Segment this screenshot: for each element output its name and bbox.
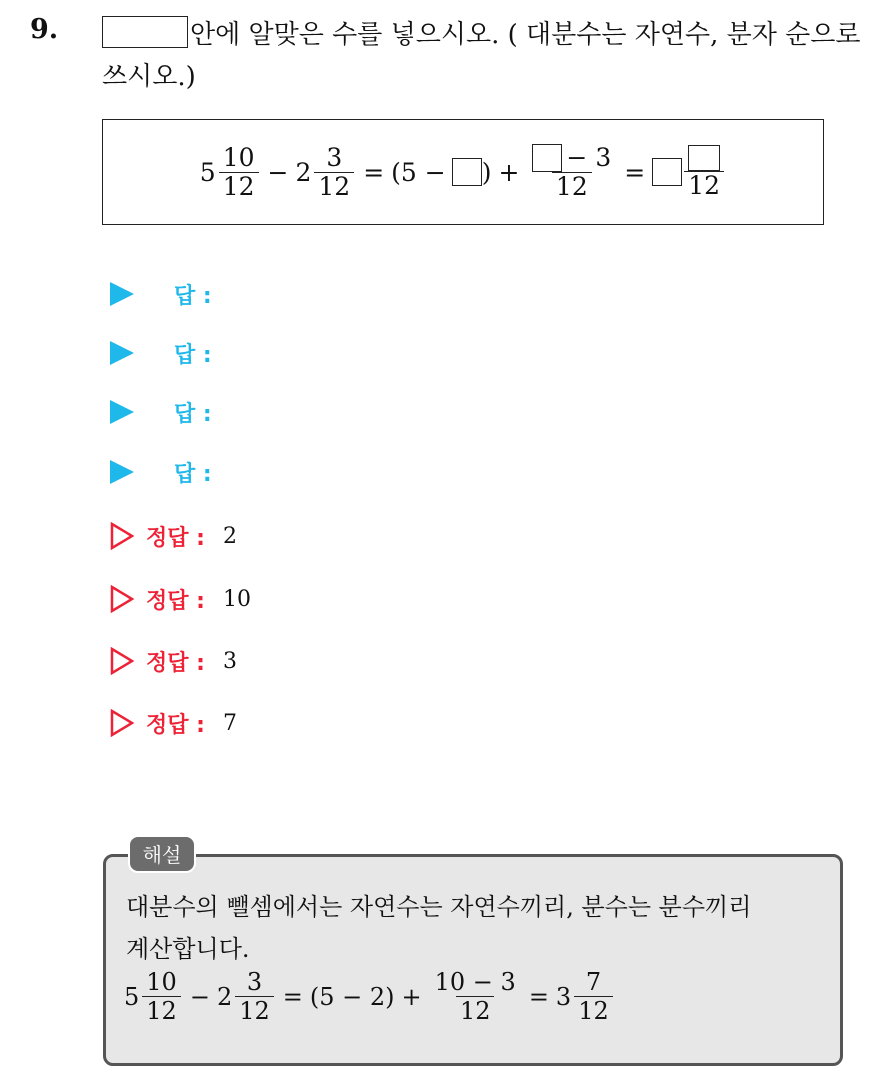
exp-term3-fraction [431, 968, 520, 1025]
outline-triangle-icon [110, 647, 134, 675]
explanation-equation [124, 968, 615, 1025]
exp-paren-group: (5 − 2) [309, 982, 395, 1011]
explanation-text [126, 886, 836, 970]
exp-equals-sign: = [282, 982, 303, 1011]
exp-term2-fraction [235, 968, 274, 1025]
question-number: 9. [30, 14, 59, 45]
exp-result-denominator: 12 [574, 996, 613, 1025]
term2-denominator: 12 [314, 172, 354, 201]
exp-term1-fraction [142, 968, 181, 1025]
exp-term1-numerator: 10 [146, 968, 177, 996]
answer-row [110, 456, 212, 488]
explanation-line1: 대분수의 뺄셈에서는 자연수는 자연수끼리, 분수는 분수끼리 [126, 893, 752, 921]
exp-term1-whole: 5 [124, 982, 140, 1011]
correct-answer-row [110, 519, 237, 553]
answer-row [110, 278, 212, 310]
answer-label: 답 : [174, 342, 212, 368]
correct-answer-row [110, 582, 251, 616]
question-text-line2: 쓰시오.) [102, 62, 196, 92]
term1-denominator: 12 [219, 172, 259, 201]
correct-answer-row [110, 644, 237, 678]
close-paren: ) [481, 157, 492, 187]
answer-blank-4[interactable] [688, 145, 720, 171]
exp-term2-denominator: 12 [235, 996, 274, 1025]
result-fraction [684, 145, 724, 200]
triangle-bullet-icon [110, 460, 134, 484]
question-text-line1: 안에 알맞은 수를 넣으시오. ( 대분수는 자연수, 분자 순으로 [190, 20, 861, 50]
answer-label: 답 : [174, 401, 212, 427]
term3-numerator [528, 144, 615, 172]
exp-minus-sign: − [189, 982, 210, 1011]
answer-row [110, 396, 212, 428]
correct-value: 7 [222, 710, 237, 736]
term3-numerator-rest: − 3 [566, 142, 612, 172]
triangle-bullet-icon [110, 341, 134, 365]
correct-label: 정답 : [146, 525, 205, 551]
exp-term3-denominator: 12 [456, 996, 495, 1025]
answer-blank-1[interactable] [452, 158, 482, 186]
exp-term2-whole: 2 [216, 982, 233, 1011]
blank-box [102, 16, 188, 48]
correct-answer-row [110, 706, 237, 740]
term1-fraction [219, 144, 259, 201]
exp-result-whole: 3 [555, 982, 572, 1011]
outline-triangle-icon [110, 585, 134, 613]
correct-label: 정답 : [146, 712, 205, 738]
plus-sign: + [498, 157, 520, 187]
answer-blank-2[interactable] [532, 144, 562, 172]
answer-row [110, 337, 212, 369]
correct-label: 정답 : [146, 588, 205, 614]
outline-triangle-icon [110, 522, 134, 550]
outline-triangle-icon [110, 709, 134, 737]
answer-label: 답 : [174, 283, 212, 309]
exp-plus-sign: + [401, 982, 422, 1011]
term3-denominator: 12 [552, 172, 592, 201]
equation-box [102, 119, 824, 225]
explanation-tag: 해설 [128, 835, 196, 873]
correct-label: 정답 : [146, 650, 205, 676]
exp-term3-numerator: 10 − 3 [434, 968, 516, 996]
exp-result-numerator: 7 [585, 968, 602, 996]
term2-whole: 2 [295, 157, 312, 187]
result-denominator: 12 [684, 171, 724, 200]
correct-value: 2 [222, 523, 237, 549]
triangle-bullet-icon [110, 282, 134, 306]
equals-sign: = [363, 157, 385, 187]
exp-term2-numerator: 3 [246, 968, 263, 996]
answer-blank-3[interactable] [652, 158, 682, 186]
answer-label: 답 : [174, 461, 212, 487]
question-text [102, 14, 872, 98]
exp-term1-denominator: 12 [142, 996, 181, 1025]
term3-fraction [528, 144, 615, 201]
explanation-line2: 계산합니다. [126, 935, 250, 963]
equals-sign-2: = [624, 157, 646, 187]
correct-value: 10 [222, 586, 251, 612]
minus-sign: − [267, 157, 289, 187]
exp-equals-sign-2: = [528, 982, 549, 1011]
term2-numerator: 3 [326, 142, 343, 172]
term1-whole: 5 [199, 157, 216, 187]
result-numerator [684, 145, 724, 171]
open-paren-group: (5 − [391, 157, 446, 187]
exp-result-fraction [574, 968, 613, 1025]
equation [103, 120, 823, 224]
correct-value: 3 [222, 648, 237, 674]
term1-numerator: 10 [222, 142, 255, 172]
triangle-bullet-icon [110, 400, 134, 424]
term2-fraction [314, 144, 354, 201]
